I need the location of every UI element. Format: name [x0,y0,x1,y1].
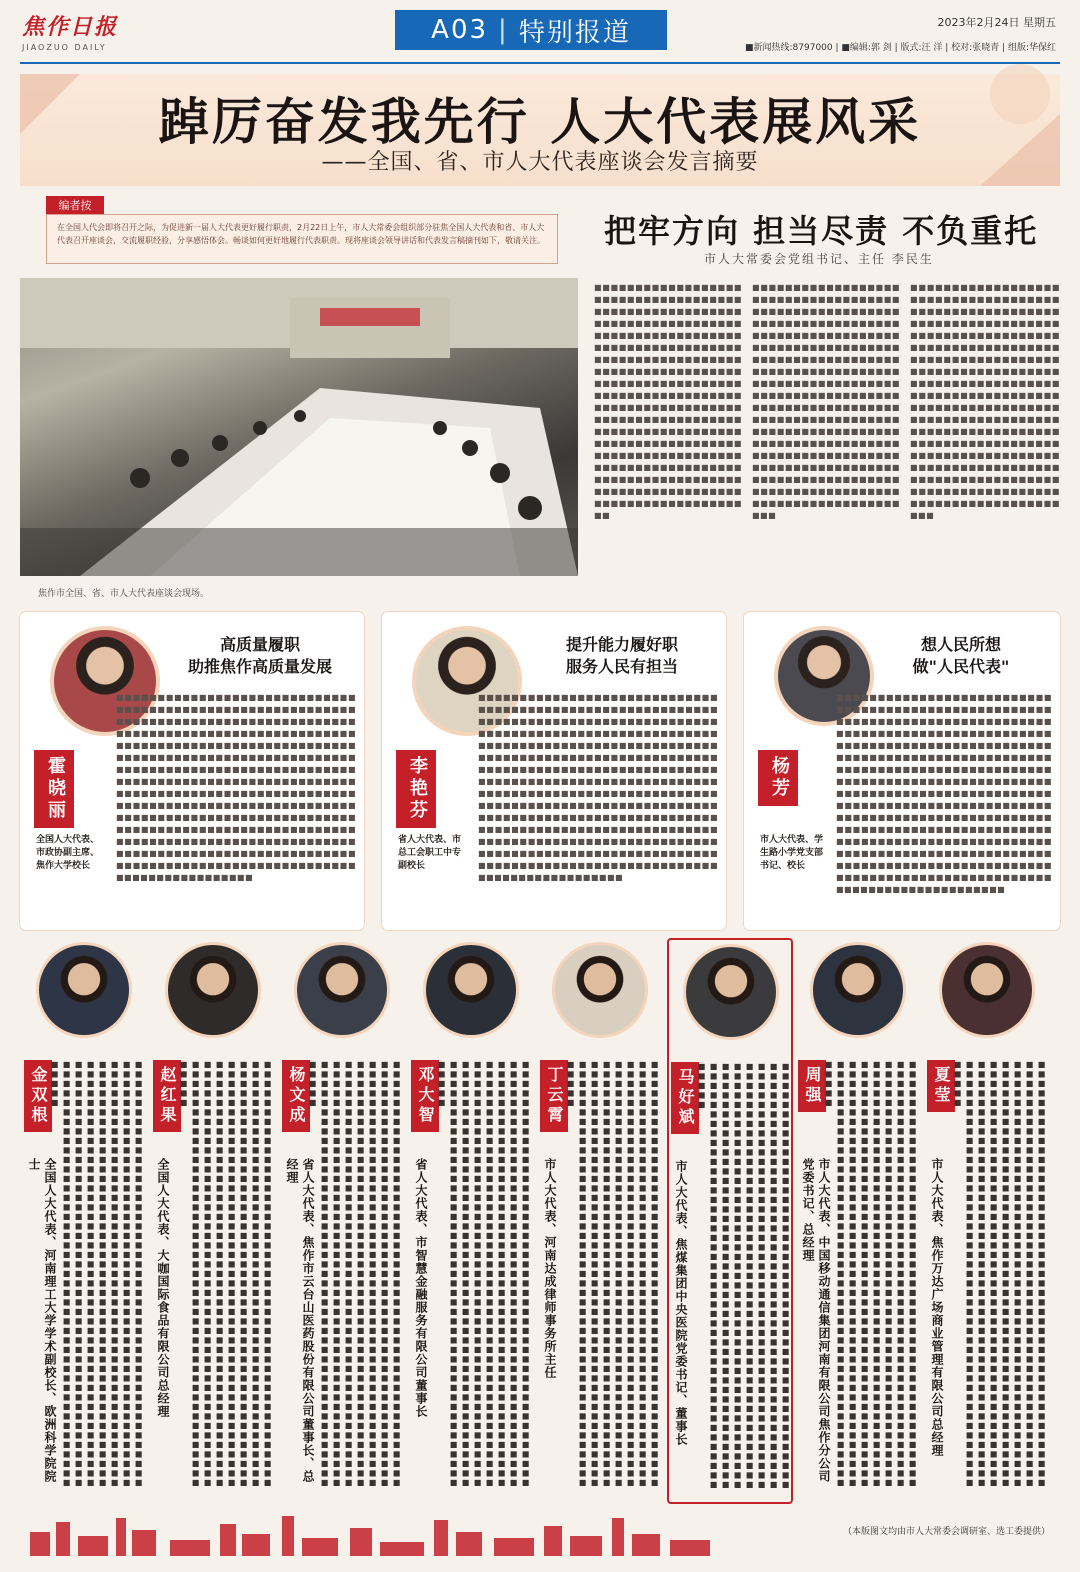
representative-name: 邓大智 [411,1060,439,1132]
issue-date: 2023年2月24日 星期五 [937,16,1056,29]
portrait-photo [552,942,648,1038]
logo-brand: 焦作日报 [22,14,119,40]
section-name: 特别报道 [518,17,631,48]
logo-english: JIAOZUO DAILY [22,43,107,52]
card-title: 高质量履职 助推焦作高质量发展 [187,635,332,676]
representative-name: 赵红果 [153,1060,181,1132]
representative-name: 杨文成 [282,1060,310,1132]
newspaper-logo [22,10,132,58]
profile-card-3 [744,612,1060,930]
card-title: 提升能力履好职 服务人民有担当 [565,635,678,676]
representative-role: 市人大代表、焦作万达广场商业管理有限公司总经理 [930,1158,944,1457]
card-body: ■■■■■■■■■■■■■■■■■■■■■■■■■■■■■■■■■■■■■■■■■■■■■■■■■■■■■■■■■■■■■■■■■■■■■■■■■■■■■■■■■■■■■■■■■■■■■■■■■■■■■■■■■■■■■■■■■■■■■■■■■■■■■■■■■■■■■■■■■■■■■■■■■■■■■■■■■■■■■■■■■■■■■■■■■■■■■■■■■■■■■■■■■■■■■■■■■■■■■■■■■■■■■■■■■■■■■■■■■■■■■■■■■■■■■■■■■■■■■■■■■■■■■■■■■■■■■■■■■■■■■■■■■■■■■■■■■■■■■■■■■■■■■■■■■■■■■■■■■■■■■■■■■■■■■■■■■■■■■■■■■■■■■■■■■■■■■■■■■■■■■■■■■■■■■■■■■■■■■■■■■■■■■■■■■■■■■■■■■■■■■■■■■■■■■■■■■■■■■■■■■■■■■■■■■■■■■■■■■■■■■■■■■■■■■■■■■■■■■■■■■■■■■■■■■■■■■ [478,693,718,882]
representative-name: 马好斌 [671,1062,699,1134]
lead-column-3: ■■■■■■■■■■■■■■■■■■■■■■■■■■■■■■■■■■■■■■■■■■■■■■■■■■■■■■■■■■■■■■■■■■■■■■■■■■■■■■■■■■■■■■■■■■■■■■■■■■■■■■■■■■■■■■■■■■■■■■■■■■■■■■■■■■■■■■■■■■■■■■■■■■■■■■■■■■■■■■■■■■■■■■■■■■■■■■■■■■■■■■■■■■■■■■■■■■■■■■■■■■■■■■■■■■■■■■■■■■■■■■■■■■■■■■■■■■■■■■■■■■■■■■■■■■■■■■■■■■■■■■■■■■■■■■■■■■■■■■■■■■■■■■■■■■■■■■■■■■■■■■■■■■■■■■■■■■■■■■■■■■■■■■■■■■■■■■■■■■■■■■■■■ [910,283,1060,520]
representative-column [151,938,277,1504]
portrait-photo [165,942,261,1038]
portrait-photo [294,942,390,1038]
statement-body: ■■■■■■■■■■■■■■■■■■■■■■■■■■■■■■■■■■■■■■■■■■■■■■■■■■■■■■■■■■■■■■■■■■■■■■■■■■■■■■■■■■■■■■■■■■■■■■■■■■■■■■■■■■■■■■■■■■■■■■■■■■■■■■■■■■■■■■■■■■■■■■■■■■■■■■■■■■■■■■■■■■■■■■■■■■■■■■■■■■■■■■■■■■■■■■■■■■■■■■■■■■■■■■■■■■■■■■■■■■■■■■■■■■■■■■■■■■■■■■■■■■■■■■■■■■■■■■■■■■■■■■■■■■■■■■■■■■■■■■■■■■■■■■■■■■■■■■■■■■■■■■■■■■■■■■■■■■■■■■■■ [179,1060,272,1488]
portrait-photo [423,942,519,1038]
representative-role: 全国人大代表、河南理工大学学术副校长、欧洲科学院院士 [27,1158,57,1483]
representative-name: 夏莹 [927,1060,955,1112]
portrait-photo [810,942,906,1038]
representative-column [280,938,406,1504]
representative-name: 周强 [798,1060,826,1112]
representative-column [667,938,793,1504]
portrait-photo [939,942,1035,1038]
card-body: ■■■■■■■■■■■■■■■■■■■■■■■■■■■■■■■■■■■■■■■■■■■■■■■■■■■■■■■■■■■■■■■■■■■■■■■■■■■■■■■■■■■■■■■■■■■■■■■■■■■■■■■■■■■■■■■■■■■■■■■■■■■■■■■■■■■■■■■■■■■■■■■■■■■■■■■■■■■■■■■■■■■■■■■■■■■■■■■■■■■■■■■■■■■■■■■■■■■■■■■■■■■■■■■■■■■■■■■■■■■■■■■■■■■■■■■■■■■■■■■■■■■■■■■■■■■■■■■■■■■■■■■■■■■■■■■■■■■■■■■■■■■■■■■■■■■■■■■■■■■■■■■■■■■■■■■■■■■■■■■■■■■■■■■■■■■■■■■■■■■■■■■■■■■■■■■■■■■■■■■■■■■■■■■■■■■■■■■■■■■■■■■■■■■■■■■■■■■■■■■■■■■■■■■■■■■■■■■■■■■■■■■■■■■■■■■■■■■■■■■■■■■■■■■■■■■■ [116,693,356,882]
card-body: ■■■■■■■■■■■■■■■■■■■■■■■■■■■■■■■■■■■■■■■■■■■■■■■■■■■■■■■■■■■■■■■■■■■■■■■■■■■■■■■■■■■■■■■■■■■■■■■■■■■■■■■■■■■■■■■■■■■■■■■■■■■■■■■■■■■■■■■■■■■■■■■■■■■■■■■■■■■■■■■■■■■■■■■■■■■■■■■■■■■■■■■■■■■■■■■■■■■■■■■■■■■■■■■■■■■■■■■■■■■■■■■■■■■■■■■■■■■■■■■■■■■■■■■■■■■■■■■■■■■■■■■■■■■■■■■■■■■■■■■■■■■■■■■■■■■■■■■■■■■■■■■■■■■■■■■■■■■■■■■■■■■■■■■■■■■■■■■■■■■■■■■■■■■■■■■■■■■■■■■■■■■■■■■■■■■■■■■■■■■■■■■■■■■■■■■■■■■■■■■■■■■■■■■■■■■■■■■■■■■■■■■■■■■■■■■■■■■■■ [836,693,1052,894]
meeting-photo [20,278,578,576]
lead-column-1: ■■■■■■■■■■■■■■■■■■■■■■■■■■■■■■■■■■■■■■■■■■■■■■■■■■■■■■■■■■■■■■■■■■■■■■■■■■■■■■■■■■■■■■■■■■■■■■■■■■■■■■■■■■■■■■■■■■■■■■■■■■■■■■■■■■■■■■■■■■■■■■■■■■■■■■■■■■■■■■■■■■■■■■■■■■■■■■■■■■■■■■■■■■■■■■■■■■■■■■■■■■■■■■■■■■■■■■■■■■■■■■■■■■■■■■■■■■■■■■■■■■■■■■■■■■■■■■■■■■■■■■■■■■■■■■■■■■■■■■■■■■■■■■■■■■■■■■■■■■■■■■■■■■■■■■■■■■■■■■■■■■■■■■■■■■■■■■■■■■■■■■■■ [594,283,742,520]
lead-byline: 市人大常委会党组书记、主任 李民生 [704,252,934,266]
representative-name: 杨芳 [758,750,798,806]
portrait-photo [683,944,779,1040]
page-number: A03 [431,15,489,45]
representative-role: 省人大代表、市智慧金融服务有限公司董事长 [414,1158,428,1418]
card-title: 想人民所想 做"人民代表" [912,635,1010,676]
lead-headline: 把牢方向 担当尽责 不负重托 [604,212,1039,250]
main-headline: 踔厉奋发我先行 人大代表展风采 [158,92,922,151]
representative-role: 省人大代表、市总工会职工中专副校长 [398,835,462,871]
representative-role: 市人大代表、焦煤集团中央医院党委书记、董事长 [674,1160,688,1446]
footer-credit: （本版图文均由市人大常委会调研室、选工委提供） [842,1527,1050,1537]
statement-body: ■■■■■■■■■■■■■■■■■■■■■■■■■■■■■■■■■■■■■■■■■■■■■■■■■■■■■■■■■■■■■■■■■■■■■■■■■■■■■■■■■■■■■■■■■■■■■■■■■■■■■■■■■■■■■■■■■■■■■■■■■■■■■■■■■■■■■■■■■■■■■■■■■■■■■■■■■■■■■■■■■■■■■■■■■■■■■■■■■■■■■■■■■■■■■■■■■■■■■■■■■■■■■■■■■■■■■■■■■■■■■■■■■■■■■■■■■■■■■■■■■■■■■■■■■■■■■■■■■■■■■■■■■■■■■■■■■■■■■■■■■■■■■■■■■■■■■■■■■■■■■■■■■■■■■■■■■■■■■■■■ [697,1062,790,1490]
statement-body: ■■■■■■■■■■■■■■■■■■■■■■■■■■■■■■■■■■■■■■■■■■■■■■■■■■■■■■■■■■■■■■■■■■■■■■■■■■■■■■■■■■■■■■■■■■■■■■■■■■■■■■■■■■■■■■■■■■■■■■■■■■■■■■■■■■■■■■■■■■■■■■■■■■■■■■■■■■■■■■■■■■■■■■■■■■■■■■■■■■■■■■■■■■■■■■■■■■■■■■■■■■■■■■■■■■■■■■■■■■■■■■■■■■■■■■■■■■■■■■■■■■■■■■■■■■■■■■■■■■■■■■■■■■■■■■■■■■■■■■■■■■■■■■■■■■■■■■■■■■■■■■■■■■■■■■■■■■■■■■■■ [308,1060,401,1488]
representative-role: 市人大代表、中国移动通信集团河南有限公司焦作分公司党委书记、总经理 [801,1158,831,1483]
representative-name: 李艳芬 [396,750,436,828]
statement-body: ■■■■■■■■■■■■■■■■■■■■■■■■■■■■■■■■■■■■■■■■■■■■■■■■■■■■■■■■■■■■■■■■■■■■■■■■■■■■■■■■■■■■■■■■■■■■■■■■■■■■■■■■■■■■■■■■■■■■■■■■■■■■■■■■■■■■■■■■■■■■■■■■■■■■■■■■■■■■■■■■■■■■■■■■■■■■■■■■■■■■■■■■■■■■■■■■■■■■■■■■■■■■■■■■■■■■■■■■■■■■■■■■■■■■■■■■■■■■■■■■■■■■■■■■■■■■■■■■■■■■■■■■■■■■■■■■■■■■■■■■■■■■■■■■■■■■■■■■■■■■■■■■■■■■■■■■■■■■■■■■ [566,1060,659,1488]
statement-body: ■■■■■■■■■■■■■■■■■■■■■■■■■■■■■■■■■■■■■■■■■■■■■■■■■■■■■■■■■■■■■■■■■■■■■■■■■■■■■■■■■■■■■■■■■■■■■■■■■■■■■■■■■■■■■■■■■■■■■■■■■■■■■■■■■■■■■■■■■■■■■■■■■■■■■■■■■■■■■■■■■■■■■■■■■■■■■■■■■■■■■■■■■■■■■■■■■■■■■■■■■■■■■■■■■■■■■■■■■■■■■■■■■■■■■■■■■■■■■■■■■■■■■■■■■■■■■■■■■■■■■■■■■■■■■■■■■■■■■■■■■■■■■■■■■■■■■■■■■■■■■■■■■■■■■■■■■■■■■■■■ [50,1060,143,1488]
tag-divider: | [498,15,509,45]
representative-column [925,938,1051,1504]
editor-note: 在全国人代会即将召开之际，为促进新一届人大代表更好履行职责，2月22日上午，市人大常委会组织部分驻焦全国人大代表和省、市人大代表召开座谈会，交流履职经验，分享感悟体会。畅谈如何更好地履行代表职责。现将座谈会领导讲话和代表发言稿摘刊如下，敬请关注。 [46,214,558,264]
photo-caption: 焦作市全国、省、市人大代表座谈会现场。 [38,589,210,599]
statement-body: ■■■■■■■■■■■■■■■■■■■■■■■■■■■■■■■■■■■■■■■■■■■■■■■■■■■■■■■■■■■■■■■■■■■■■■■■■■■■■■■■■■■■■■■■■■■■■■■■■■■■■■■■■■■■■■■■■■■■■■■■■■■■■■■■■■■■■■■■■■■■■■■■■■■■■■■■■■■■■■■■■■■■■■■■■■■■■■■■■■■■■■■■■■■■■■■■■■■■■■■■■■■■■■■■■■■■■■■■■■■■■■■■■■■■■■■■■■■■■■■■■■■■■■■■■■■■■■■■■■■■■■■■■■■■■■■■■■■■■■■■■■■■■■■■■■■■■■■■■■■■■■■■■■■■■■■■■■■■■■■■ [824,1060,917,1488]
sub-headline: ——全国、省、市人大代表座谈会发言摘要 [321,150,759,175]
representative-column [22,938,148,1504]
representative-role: 全国人大代表、大咖国际食品有限公司总经理 [156,1158,170,1418]
masthead-info [696,14,1056,53]
statement-body: ■■■■■■■■■■■■■■■■■■■■■■■■■■■■■■■■■■■■■■■■■■■■■■■■■■■■■■■■■■■■■■■■■■■■■■■■■■■■■■■■■■■■■■■■■■■■■■■■■■■■■■■■■■■■■■■■■■■■■■■■■■■■■■■■■■■■■■■■■■■■■■■■■■■■■■■■■■■■■■■■■■■■■■■■■■■■■■■■■■■■■■■■■■■■■■■■■■■■■■■■■■■■■■■■■■■■■■■■■■■■■■■■■■■■■■■■■■■■■■■■■■■■■■■■■■■■■■■■■■■■■■■■■■■■■■■■■■■■■■■■■■■■■■■■■■■■■■■■■■■■■■■■■■■■■■■■■■■■■■■■ [437,1060,530,1488]
meeting-photo-illustration [20,278,578,576]
representative-name: 金双根 [24,1060,52,1132]
profile-card-2 [382,612,726,930]
representative-column [796,938,922,1504]
staff-credits: ■新闻热线:8797000 | ■编辑:郭 剑 | 版式:汪 洋 | 校对:张晓青 | 组版:华保红 [745,43,1056,53]
representative-name: 霍晓丽 [34,750,74,828]
representative-role: 市人大代表、学生路小学党支部书记、校长 [760,835,824,871]
profile-card-1 [20,612,364,930]
representative-role: 市人大代表、河南达成律师事务所主任 [543,1158,557,1379]
representative-column [409,938,535,1504]
representative-column [538,938,664,1504]
representative-role: 全国人大代表、市政协副主席、焦作大学校长 [36,835,100,871]
editor-note-tag: 编者按 [46,196,104,214]
lead-column-2: ■■■■■■■■■■■■■■■■■■■■■■■■■■■■■■■■■■■■■■■■■■■■■■■■■■■■■■■■■■■■■■■■■■■■■■■■■■■■■■■■■■■■■■■■■■■■■■■■■■■■■■■■■■■■■■■■■■■■■■■■■■■■■■■■■■■■■■■■■■■■■■■■■■■■■■■■■■■■■■■■■■■■■■■■■■■■■■■■■■■■■■■■■■■■■■■■■■■■■■■■■■■■■■■■■■■■■■■■■■■■■■■■■■■■■■■■■■■■■■■■■■■■■■■■■■■■■■■■■■■■■■■■■■■■■■■■■■■■■■■■■■■■■■■■■■■■■■■■■■■■■■■■■■■■■■■■■■■■■■■■■■■■■■■■■■■■■■■■■■■■■■■■■ [752,283,900,520]
masthead-rule [20,62,1060,64]
portrait-photo [36,942,132,1038]
representative-role: 省人大代表、焦作市云台山医药股份有限公司董事长、总经理 [285,1158,315,1483]
representative-name: 丁云霄 [540,1060,568,1132]
statement-body: ■■■■■■■■■■■■■■■■■■■■■■■■■■■■■■■■■■■■■■■■■■■■■■■■■■■■■■■■■■■■■■■■■■■■■■■■■■■■■■■■■■■■■■■■■■■■■■■■■■■■■■■■■■■■■■■■■■■■■■■■■■■■■■■■■■■■■■■■■■■■■■■■■■■■■■■■■■■■■■■■■■■■■■■■■■■■■■■■■■■■■■■■■■■■■■■■■■■■■■■■■■■■■■■■■■■■■■■■■■■■■■■■■■■■■■■■■■■■■■■■■■■■■■■■■■■■■■■■■■■■■■■■■■■■■■■■■■■■■■■■■■■■■■■■■■■■■■■■■■■■■■■■■■■■■■■■■■■■■■■■ [953,1060,1046,1488]
page-section-tag [395,10,667,50]
